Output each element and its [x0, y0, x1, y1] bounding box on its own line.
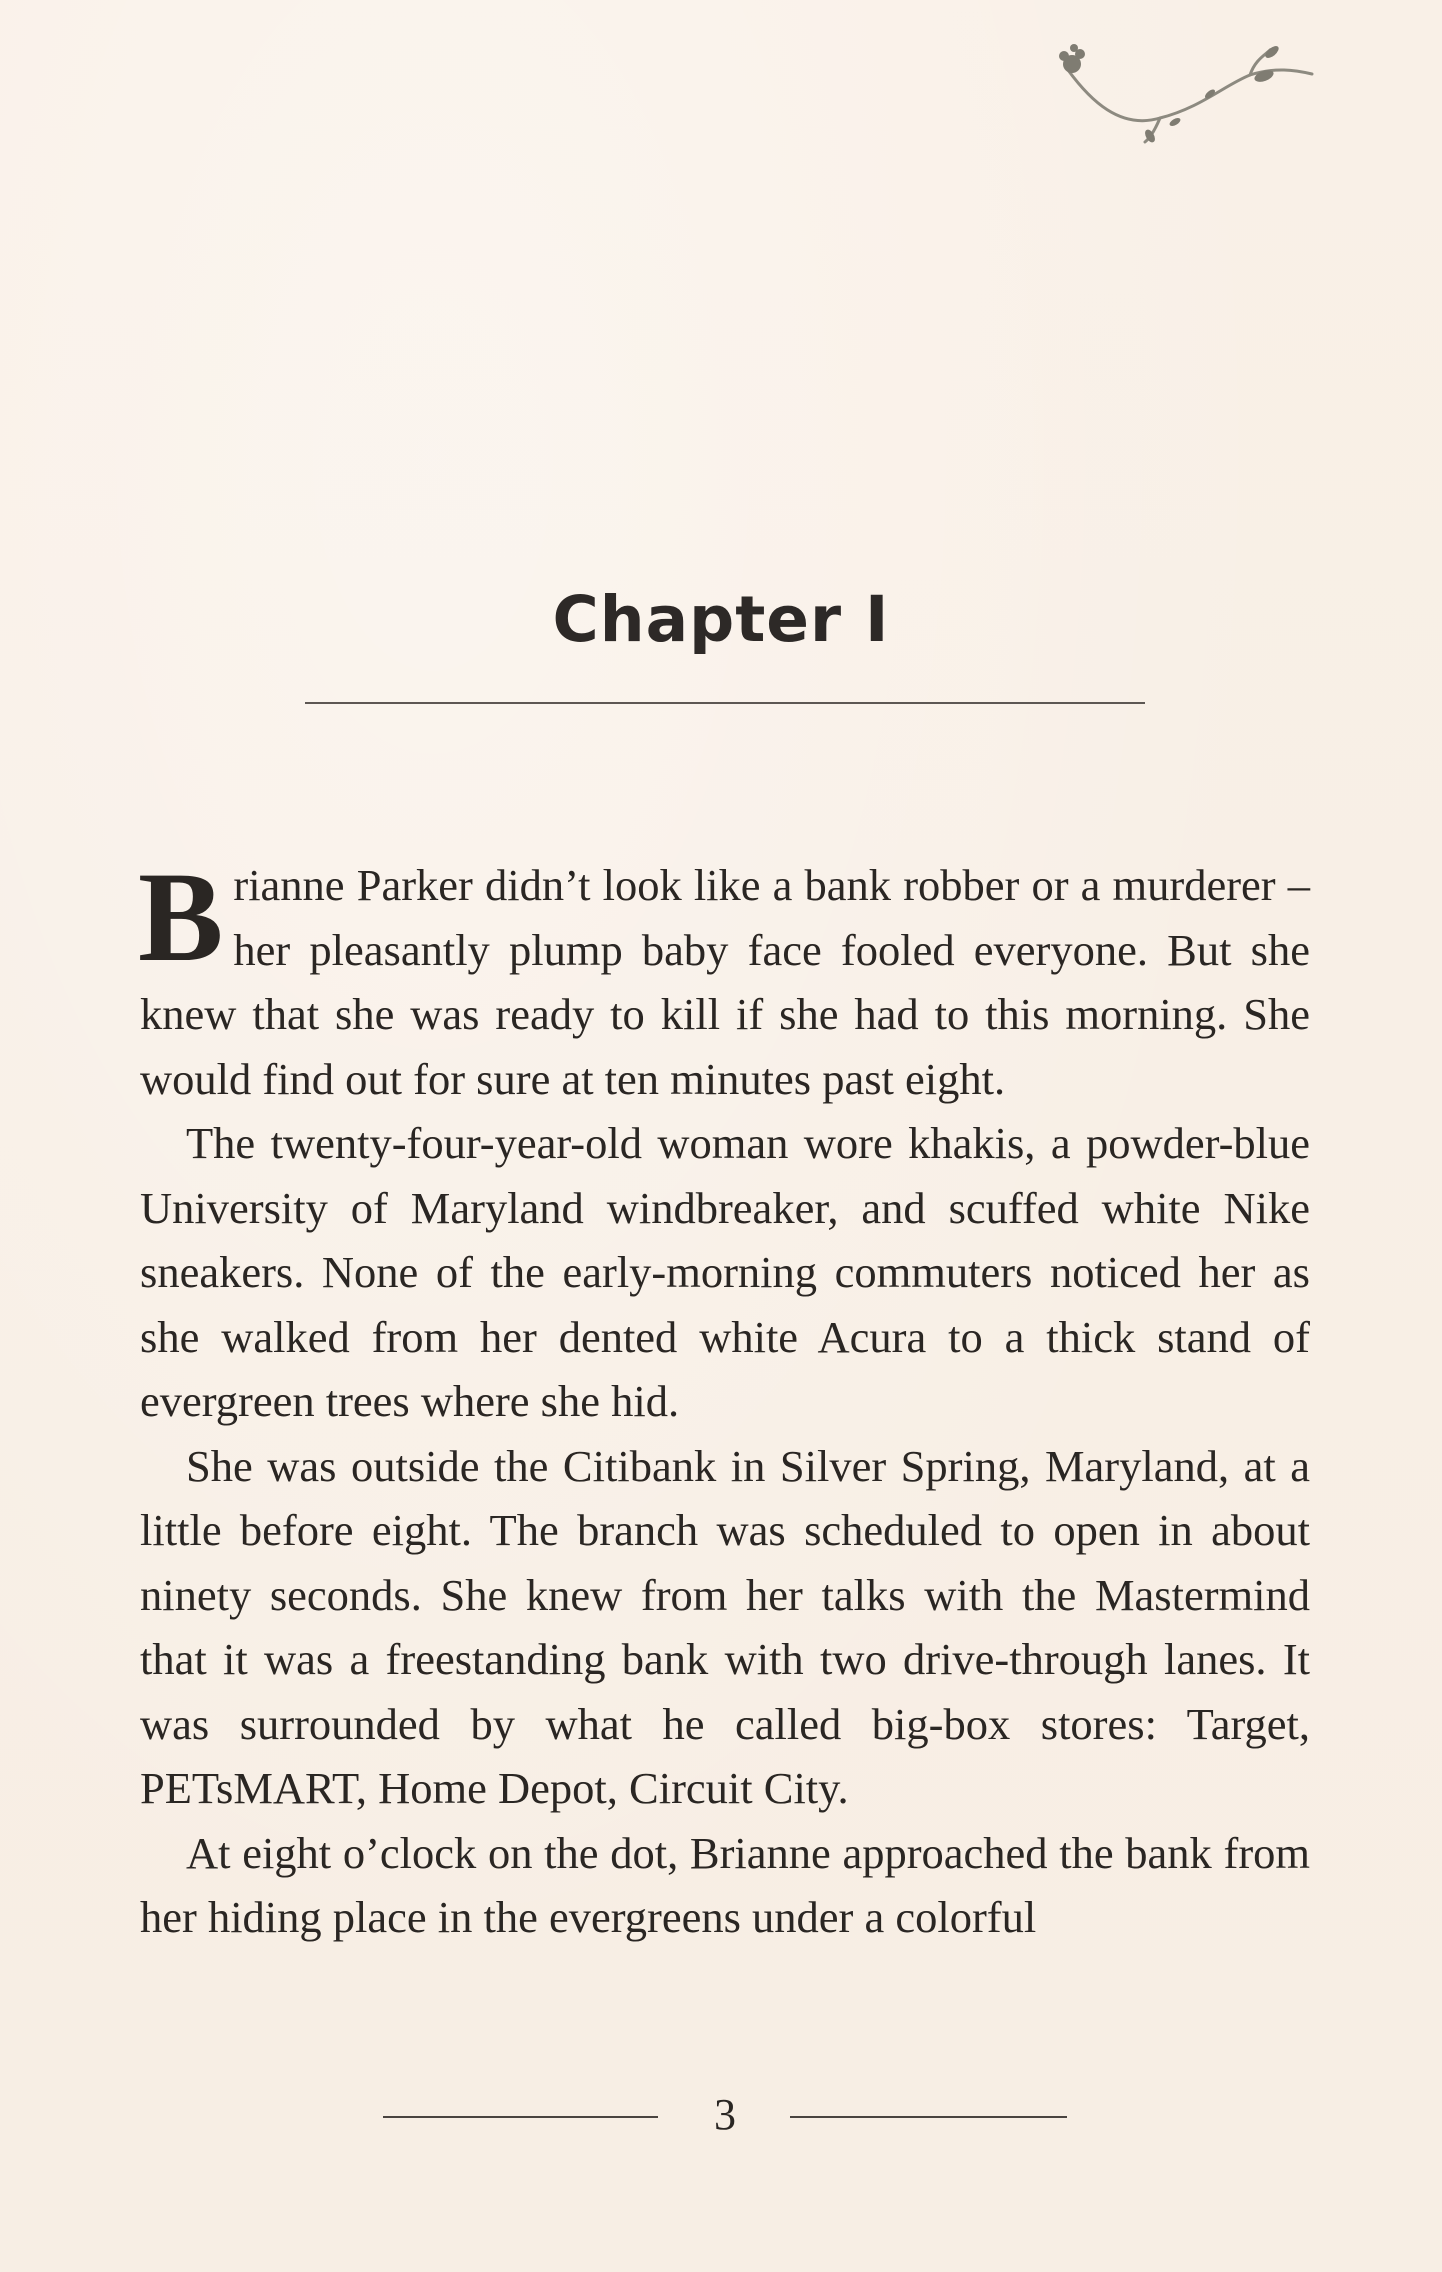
paragraph-3: She was outside the Citibank in Silver Spring, Maryland, at a little before eight. The branch was scheduled to open in about ninety seconds. She knew from her talks with the Mastermind that it was a freestanding bank with two drive-through lanes. It was surrounded by what he called big-box stores: Target, PETsMART, Home Depot, Circuit City. [140, 1440, 1310, 1813]
page-footer [0, 2080, 1442, 2150]
footer-rule-left [383, 2116, 658, 2118]
chapter-body [138, 846, 1310, 1950]
paragraph-2: The twenty-four-year-old woman wore khakis, a powder-blue University of Maryland windbreaker, and scuffed white Nike sneakers. None of the early-morning commuters noticed her as she walked from her dented white Acura to a thick stand of evergreen trees where she hid. [140, 1118, 1310, 1426]
paragraph-1 [138, 846, 1310, 1111]
floral-vine-icon [1050, 30, 1320, 150]
footer-rule-right [790, 2116, 1067, 2118]
title-divider [305, 702, 1145, 704]
paragraph-1-text: rianne Parker didn’t look like a bank robber or a murderer – her pleasantly plump baby face fooled everyone. But she knew that she was ready to kill if she had to this morning. She would find out for sure at ten minutes past eight. [140, 860, 1310, 1104]
paragraph-4: At eight o’clock on the dot, Brianne approached the bank from her hiding place in the evergreens under a colorful [140, 1827, 1310, 1942]
drop-cap: B [138, 846, 224, 988]
chapter-title: Chapter I [552, 583, 890, 656]
page-number: 3 [714, 2090, 736, 2139]
